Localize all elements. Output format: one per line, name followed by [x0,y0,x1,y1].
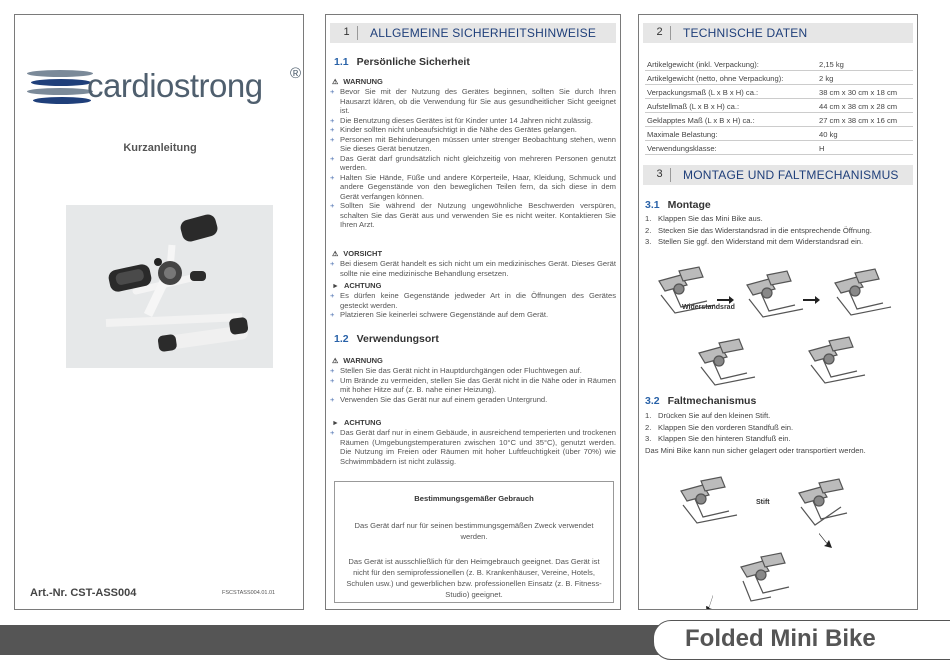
plus-bullet-icon: + [330,428,335,437]
stift-label: Stift [756,499,770,506]
list-item: 3. Stellen Sie ggf. den Widerstand mit dem Widerstandsrad ein. [645,237,864,246]
list-item [330,173,616,202]
vorsicht-label-text: VORSICHT [343,249,383,258]
article-number: Art.-Nr. CST-ASS004 [30,587,137,599]
mini-bike-photo-icon [66,205,273,368]
list-item-text: Bei diesem Gerät handelt es sich nicht um ein medizinisches Gerät. Dieses Gerät sollte nie eine medizinische Behandlung ersetzen. [340,259,616,278]
achtung-list-2 [330,428,616,466]
subsection-number: 1.2 [334,333,349,345]
section-title: MONTAGE UND FALTMECHANISMUS [683,168,899,182]
subsection-3-1-heading [645,199,711,211]
achtung-list-1 [330,291,616,320]
subsection-title: Verwendungsort [356,333,439,345]
intended-use-box [334,481,614,603]
section-title: TECHNISCHE DATEN [683,26,808,40]
step-text: Klappen Sie das Mini Bike aus. [658,214,763,223]
table-row [645,113,913,127]
step-text: Drücken Sie auf den kleinen Stift. [658,411,771,420]
section-2-header [643,23,913,43]
list-item: 3. Klappen Sie den hinteren Standfuß ein. [645,434,791,443]
warning-label-text: WARNUNG [343,77,383,86]
plus-bullet-icon: + [330,134,335,144]
warnung-label-2 [332,356,383,365]
spec-key: Aufstellmaß (L x B x H) ca.: [647,102,740,111]
section-3-header [643,165,913,185]
bike-sketch-2 [747,271,803,317]
registered-mark: ® [290,65,302,82]
spec-key: Artikelgewicht (netto, ohne Verpackung): [647,74,784,83]
plus-bullet-icon: + [330,201,335,210]
warning-triangle-icon: ⚠ [332,251,339,258]
list-item [330,291,616,310]
list-item: 2. Stecken Sie das Widerstandsrad in die entsprechende Öffnung. [645,225,872,235]
list-item [330,135,616,154]
warning-triangle-icon: ⚠ [332,358,339,365]
intended-use-paragraph-1: Das Gerät darf nur für seinen bestimmungsgemäßen Zweck verwendet werden. [354,521,594,541]
arrow-right-icon: ► [332,283,339,290]
product-photo [66,205,273,368]
table-row [645,57,913,71]
plus-bullet-icon: + [330,394,335,404]
table-row [645,141,913,155]
list-item-text: Verwenden Sie das Gerät nur auf einem geraden Untergrund. [340,394,548,404]
list-item: 1. Drücken Sie auf den kleinen Stift. [645,411,771,420]
plus-bullet-icon: + [330,291,335,300]
vorsicht-list [330,259,616,278]
spec-value: 2 kg [819,74,834,83]
list-item: 1. Klappen Sie das Mini Bike aus. [645,214,763,223]
spec-value: 44 cm x 38 cm x 28 cm [819,102,898,111]
bike-sketch-5 [809,337,865,383]
widerstandsrad-label: Widerstandsrad [682,304,735,311]
warnung-list-2 [330,366,616,404]
montage-steps [645,213,915,248]
folding-diagram-icon [669,473,889,609]
list-item [645,445,915,457]
list-item [330,154,616,173]
list-item [330,376,616,395]
list-item [330,87,616,116]
list-item [330,310,616,320]
brand-logo [27,65,302,115]
subsection-title: Montage [667,199,711,211]
subsection-1-2-heading [334,333,439,345]
cover-panel [14,14,304,610]
plus-bullet-icon: + [330,172,335,182]
list-item-text: Um Brände zu vermeiden, stellen Sie das Gerät nicht in die Nähe oder in Räumen mit hoher Hitze auf (z. B. nahe einer Heizung). [340,375,616,394]
section-1-header [330,23,616,43]
list-item [330,428,616,466]
montage-diagram-icon [649,259,911,389]
warnung-list-1 [330,87,616,230]
subsection-title: Faltmechanismus [667,395,757,407]
bike-sketch-4 [699,339,755,385]
spec-key: Verpackungsmaß (L x B x H) ca.: [647,88,759,97]
list-item: 2. Klappen Sie den vorderen Standfuß ein. [645,422,794,432]
subsection-number: 3.1 [645,199,660,211]
intended-use-title: Bestimmungsgemäßer Gebrauch [414,494,534,503]
list-item-text: Kinder sollten nicht unbeaufsichtigt in die Nähe des Gerätes gelangen. [340,125,577,134]
tech-data-table [645,57,913,155]
list-item-text: Halten Sie Hände, Füße und andere Körperteile, Haar, Kleidung, Schmuck und andere Gegenstände von den beweglichen Teilen fern, da sich diese in dem Gerät verfangen können. [340,172,616,201]
subsection-1-1-heading [334,56,470,68]
list-item [330,116,616,126]
technical-panel [638,14,918,610]
section-title: ALLGEMEINE SICHERHEITSHINWEISE [370,26,597,40]
intended-use-paragraph-2: Das Gerät ist ausschließlich für den Heimgebrauch geeignet. Das Gerät ist nicht für den semiprofessionellen (z. B. Krankenhäuser, Vereine, Hotels, Schulen usw.) und gewerblichen bzw. professionellen Einsatz (z. B. Fitness-Studio) geeignet. [346,557,602,599]
vorsicht-label [332,249,382,258]
list-item-text: Sollten Sie während der Nutzung ungewöhnliche Beschwerden verspüren, schalten Sie das Gerät aus und verwenden Sie es nicht weiter. Kontaktieren Sie Ihren Arzt. [340,201,616,229]
section-number: 1 [336,26,358,40]
spec-key: Verwendungsklasse: [647,144,717,153]
list-item-text: Das Gerät darf nur in einem Gebäude, in ausreichend temperierten und trockenen Räumen (Umgebungstemperaturen zwischen 10°C und 35°C), genutzt werden. Die Nutzung im Freien oder Räumen mit hoher Luftfeuchtigkeit (über 70%) wie Schwimmbädern ist nicht zulässig. [340,428,616,466]
table-row [645,71,913,85]
brand-name: cardiostrong [87,67,263,104]
plus-bullet-icon: + [330,87,335,96]
section-number: 3 [649,168,671,182]
warning-triangle-icon: ⚠ [332,79,339,86]
achtung-label-1 [332,281,381,290]
spec-value: 38 cm x 30 cm x 18 cm [819,88,898,97]
spec-value: 27 cm x 38 cm x 16 cm [819,116,898,125]
list-item [330,125,616,135]
plus-bullet-icon: + [330,115,335,125]
falt-steps [645,410,915,456]
logo-swoosh-icon [27,68,95,108]
spec-key: Maximale Belastung: [647,130,718,139]
step-text: Stecken Sie das Widerstandsrad in die entsprechende Öffnung. [658,225,872,235]
subsection-number: 1.1 [334,56,349,68]
spec-key: Artikelgewicht (inkl. Verpackung): [647,60,759,69]
step-text: Stellen Sie ggf. den Widerstand mit dem Widerstandsrad ein. [658,237,864,246]
list-item-text: Bevor Sie mit der Nutzung des Gerätes beginnen, sollten Sie durch Ihren Hausarzt klären, ob die Verwendung für Sie aus gesundheitlicher Sicht geeignet ist. [340,87,616,115]
warnung-label-1 [332,77,383,86]
list-item-text: Stellen Sie das Gerät nicht in Hauptdurchgängen oder Fluchtwegen auf. [340,366,582,375]
plus-bullet-icon: + [330,259,335,268]
table-row [645,99,913,113]
footer-title: Folded Mini Bike [685,625,876,652]
plus-bullet-icon: + [330,153,335,163]
section-number: 2 [649,26,671,40]
table-row [645,85,913,99]
spec-key: Geklapptes Maß (L x B x H) ca.: [647,116,755,125]
list-item [330,201,616,230]
fold-sketch-1 [681,477,737,523]
subsection-title: Persönliche Sicherheit [356,56,470,68]
plus-bullet-icon: + [330,366,335,375]
warning-label-text: WARNUNG [343,356,383,365]
list-item-text: Das Gerät darf grundsätzlich nicht gleichzeitig von mehreren Personen genutzt werden. [340,153,616,172]
achtung-label-text: ACHTUNG [343,418,382,427]
plus-bullet-icon: + [330,375,335,385]
list-item [330,259,616,278]
subsection-number: 3.2 [645,395,660,407]
spec-value: 2,15 kg [819,60,844,69]
list-item-text: Es dürfen keine Gegenstände jedweder Art in die Öffnungen des Gerätes gesteckt werden. [340,291,616,310]
safety-panel [325,14,621,610]
list-item [330,395,616,405]
spec-value: H [819,144,825,153]
step-text: Klappen Sie den vorderen Standfuß ein. [658,422,794,432]
step-note: Das Mini Bike kann nun sicher gelagert oder transportiert werden. [645,445,866,455]
list-item-text: Die Benutzung dieses Gerätes ist für Kinder unter 14 Jahren nicht zulässig. [340,115,593,125]
bike-sketch-3 [835,269,891,315]
subsection-3-2-heading [645,395,756,407]
achtung-label-2 [332,418,381,427]
list-item-text: Platzieren Sie keinerlei schwere Gegenstände auf dem Gerät. [340,310,549,319]
list-item [330,366,616,376]
step-text: Klappen Sie den hinteren Standfuß ein. [658,434,791,443]
spec-value: 40 kg [819,130,838,139]
table-row [645,127,913,141]
plus-bullet-icon: + [330,310,335,319]
arrow-right-icon: ► [332,420,339,427]
plus-bullet-icon: + [330,125,335,134]
fold-sketch-3 [741,553,789,601]
achtung-label-text: ACHTUNG [343,281,382,290]
document-subtitle: Kurzanleitung [123,142,197,154]
fold-sketch-2 [799,479,847,525]
list-item-text: Personen mit Behinderungen müssen unter strenger Beobachtung stehen, wenn Sie dieses Gerät benutzen. [340,134,616,153]
document-code: FSCSTASS004.01.01 [222,590,276,596]
